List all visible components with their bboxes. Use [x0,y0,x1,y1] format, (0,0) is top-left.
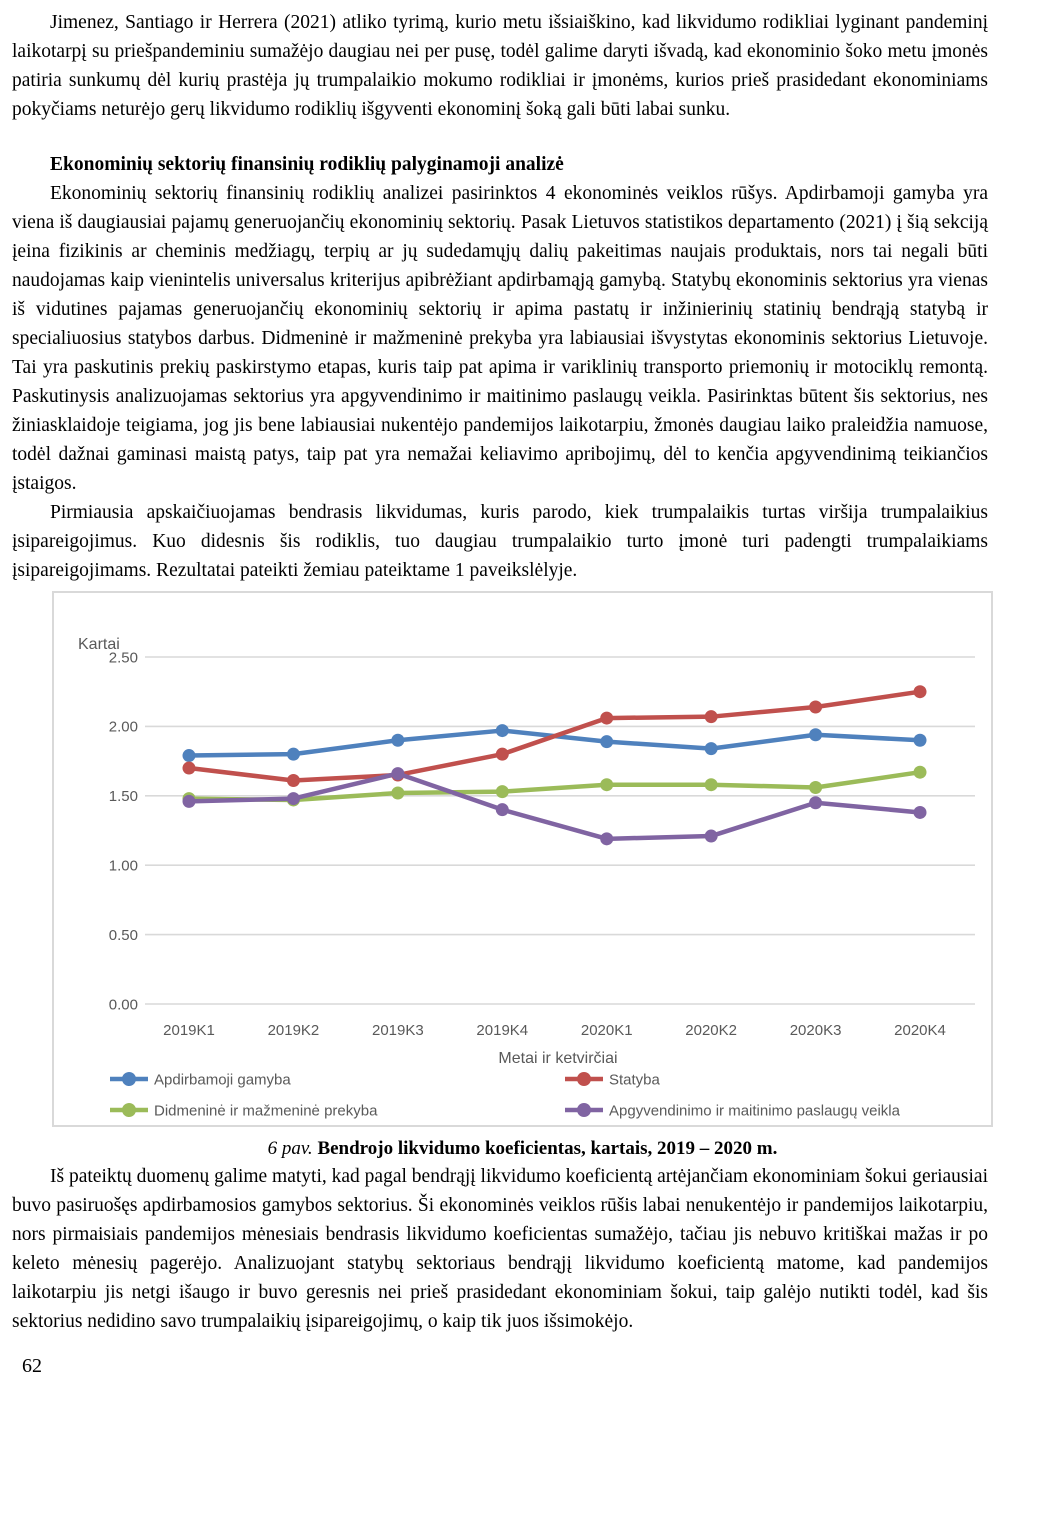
line-chart [54,593,991,1125]
series-marker-2 [600,778,613,791]
x-tick-label: 2019K2 [267,1022,320,1039]
series-marker-2 [705,778,718,791]
legend-label-2: Didmeninė ir mažmeninė prekyba [154,1102,378,1120]
paragraph-conclusion: Iš pateiktų duomenų galime matyti, kad pagal bendrąjį likvidumo koeficientą artėjančiam ekonominiam šokui geriausiai buvo pasiruošęs apdirbamosios gamybos sektorius. Ši ekonominės veiklos rūšis labai nenukentėjo ir pandemijos laikotarpiu, nors pirmaisiais pandemijos mėnesiais bendrasis likvidumo koeficientas sumažėjo, tačiau jis nebuvo kritiškai mažas ir po keleto mėnesių pagerėjo. Analizuojant statybų sektoriaus bendrąjį likvidumo koeficientą matome, kad pandemijos laikotarpiu jis netgi išaugo ir buvo geresnis nei prieš prasidedant ekonominiam šokui, taip galėjo nutikti todėl, kad šis sektorius nedidino savo trumpalaikių įsipareigojimų, o kaip tik juos išsimokėjo. [12,1166,988,1332]
series-marker-3 [183,795,196,808]
figure-caption [52,1135,993,1162]
series-marker-1 [914,685,927,698]
x-tick-label: 2019K1 [163,1022,215,1039]
paragraph-jimenez: Jimenez, Santiago ir Herrera (2021) atliko tyrimą, kurio metu išsiaiškino, kad likvidumo rodikliai lyginant pandeminį laikotarpį su priešpandeminiu sumažėjo daugiau nei per pusę, todėl galime daryti išvadą, kad ekonominio šoko metu įmonės patiria sunkumų dėl kurių prastėja jų trumpalaikio mokumo rodikliai ir įmonėms, kurios prieš prasidedant ekonominiams pokyčiams neturėjo gerų likvidumo rodiklių išgyventi ekonominį šoką gali būti labai sunku. [12,12,988,120]
figure-caption-label: 6 pav. [267,1138,313,1159]
series-marker-2 [809,781,822,794]
legend-marker-3 [577,1103,591,1117]
series-marker-1 [600,712,613,725]
section-heading: Ekonominių sektorių finansinių rodiklių palyginamoji analizė [50,154,564,175]
text-column [12,0,988,1381]
y-tick-label: 0.00 [108,996,138,1014]
page-number: 62 [22,1355,42,1377]
y-tick-label: 0.50 [108,926,138,944]
series-marker-0 [496,724,509,737]
paragraph-sectors: Ekonominių sektorių finansinių rodiklių analizei pasirinktos 4 ekonominės veiklos rūšys. Apdirbamoji gamyba yra viena iš daugiausiai pajamų generuojančių ekonominių sektorių. Pasak Lietuvos statistikos departamento (2021) į šią sekciją įeina fizikinis ar cheminis medžiagų, terpių ar jų sudedamųjų dalių pakeitimas naujais produktais, nors tai negali būti naudojamas kaip vienintelis universalus kriterijus apibrėžiant apdirbamąją gamybą. Statybų ekonominis sektorius yra vienas iš vidutines pajamas generuojančių ekonominių sektorių ir apima pastatų ir inžinierinių statinių bendrąją statybą ir specialiuosius statybos darbus. Didmeninė ir mažmeninė prekyba yra labiausiai išvystytas ekonominis sektorius Lietuvoje. Tai yra paskutinis prekių paskirstymo etapas, kuris taip pat apima ir variklinių transporto priemonių ir motociklų remontą. Paskutinysis analizuojamas sektorius yra apgyvendinimo ir maitinimo paslaugų veikla. Pasirinktas būtent šis sektorius, nes žiniasklaidoje teigiama, jog jis bene labiausiai nukentėjo pandemijos laikotarpiu, žmonės daugiau laiko praleidžia namuose, todėl dažnai gaminasi maistą patys, taip pat yra nemažai keliavimo apribojimų, dėl to kenčia apgyvendinimą teikiančios įstaigos. [12,183,988,494]
series-marker-3 [809,796,822,809]
y-axis-title: Kartai [78,636,120,653]
series-marker-2 [391,787,404,800]
y-tick-label: 1.00 [108,857,138,875]
series-marker-1 [287,774,300,787]
series-marker-0 [183,749,196,762]
legend-label-0: Apdirbamoji gamyba [154,1071,291,1089]
series-marker-3 [287,792,300,805]
x-tick-label: 2019K3 [372,1022,424,1039]
x-tick-label: 2020K3 [789,1022,842,1039]
x-tick-label: 2020K4 [894,1022,946,1039]
x-tick-label: 2019K4 [476,1022,529,1039]
series-marker-0 [914,734,927,747]
series-marker-3 [496,803,509,816]
series-marker-3 [914,806,927,819]
series-marker-1 [705,710,718,723]
series-marker-0 [705,742,718,755]
series-marker-2 [914,766,927,779]
series-marker-0 [600,735,613,748]
series-marker-0 [809,728,822,741]
x-tick-label: 2020K2 [685,1022,738,1039]
paragraph-liquidity-intro: Pirmiausia apskaičiuojamas bendrasis likvidumas, kuris parodo, kiek trumpalaikis turtas viršija trumpalaikius įsipareigojimus. Kuo didesnis šis rodiklis, tuo daugiau trumpalaikio turto įmonė turi padengti trumpalaikiams įsipareigojimams. Rezultatai pateikti žemiau pateiktame 1 paveikslėlyje. [12,502,988,581]
series-marker-0 [391,734,404,747]
y-tick-label: 1.50 [108,788,138,806]
series-marker-0 [287,748,300,761]
legend-marker-1 [577,1072,591,1086]
legend-marker-2 [122,1103,136,1117]
series-marker-1 [183,762,196,775]
legend-label-1: Statyba [609,1071,660,1089]
y-tick-label: 2.00 [108,718,138,736]
legend-label-3: Apgyvendinimo ir maitinimo paslaugų veikla [609,1102,900,1120]
series-marker-1 [496,748,509,761]
series-marker-1 [809,700,822,713]
figure-chart [52,591,993,1127]
y-tick-label: 2.50 [108,649,138,667]
x-axis-title: Metai ir ketvirčiai [498,1050,618,1067]
series-marker-3 [600,832,613,845]
legend-marker-0 [122,1072,136,1086]
x-tick-label: 2020K1 [580,1022,633,1039]
series-marker-3 [705,830,718,843]
series-marker-3 [391,767,404,780]
figure-caption-text: Bendrojo likvidumo koeficientas, kartais, 2019 – 2020 m. [317,1138,778,1159]
series-marker-2 [496,785,509,798]
